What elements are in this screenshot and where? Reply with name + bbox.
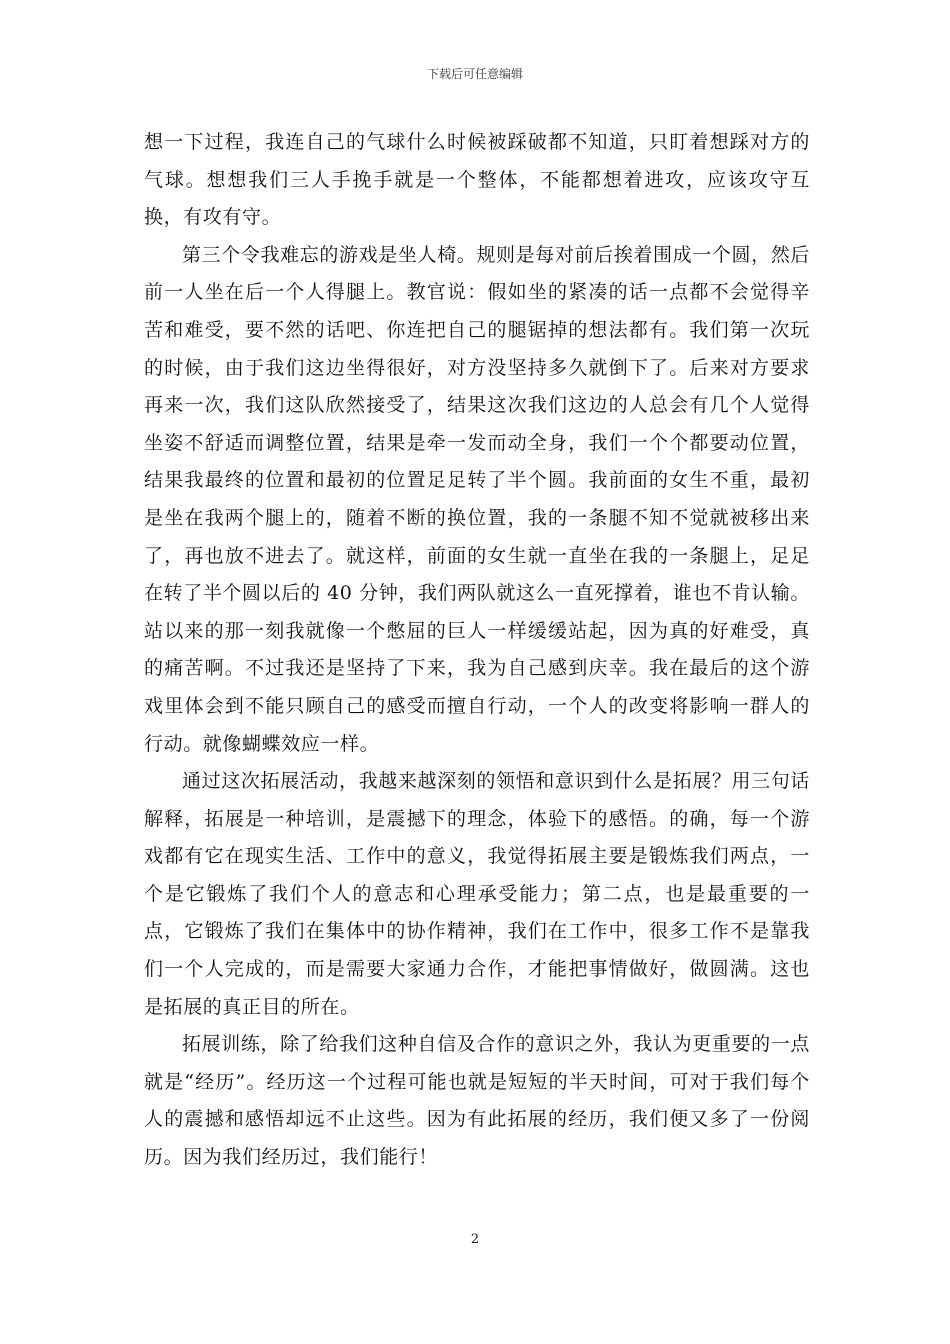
document-body bbox=[144, 124, 810, 1177]
page-header: 下载后可任意编辑 bbox=[426, 67, 523, 81]
paragraph-continuation: 想一下过程，我连自己的气球什么时候被踩破都不知道，只盯着想踩对方的气球。想想我们三人手挽手就是一个整体，不能都想着进攻，应该攻守互换，有攻有守。 bbox=[144, 131, 810, 229]
paragraph-expansion-meaning: 通过这次拓展活动，我越来越深刻的领悟和意识到什么是拓展？用三句话解释，拓展是一种培训，是震撼下的理念，体验下的感悟。的确，每一个游戏都有它在现实生活、工作中的意义，我觉得拓展主要是锻炼我们两点，一个是它锻炼了我们个人的意志和心理承受能力；第二点，也是最重要的一点，它锻炼了我们在集体中的协作精神，我们在工作中，很多工作不是靠我们一个人完成的，而是需要大家通力合作，才能把事情做好，做圆满。这也是拓展的真正目的所在。 bbox=[144, 770, 810, 1018]
paragraph-chair-game: 第三个令我难忘的游戏是坐人椅。规则是每对前后挨着围成一个圆，然后前一人坐在后一个人得腿上。教官说：假如坐的紧凑的话一点都不会觉得辛苦和难受，要不然的话吧、你连把自己的腿锯掉的想法都有。我们第一次玩的时候，由于我们这边坐得很好，对方没坚持多久就倒下了。后来对方要求再来一次，我们这队欣然接受了，结果这次我们这边的人总会有几个人觉得坐姿不舒适而调整位置，结果是牵一发而动全身，我们一个个都要动位置，结果我最终的位置和最初的位置足足转了半个圆。我前面的女生不重，最初是坐在我两个腿上的，随着不断的换位置，我的一条腿不知不觉就被移出来了，再也放不进去了。就这样，前面的女生就一直坐在我的一条腿上，足足在转了半个圆以后的 40 分钟，我们两队就这么一直死撑着，谁也不肯认输。站以来的那一刻我就像一个憋屈的巨人一样缓缓站起，因为真的好难受，真的痛苦啊。不过我还是坚持了下来，我为自己感到庆幸。我在最后的这个游戏里体会到不能只顾自己的感受而擅自行动，一个人的改变将影响一群人的行动。就像蝴蝶效应一样。 bbox=[144, 243, 810, 755]
page-number: 2 bbox=[470, 1232, 480, 1247]
paragraph-experience: 拓展训练，除了给我们这种自信及合作的意识之外，我认为更重要的一点就是“经历”。经历这一个过程可能也就是短短的半天时间，可对于我们每个人的震撼和感悟却远不止这些。因为有此拓展的经历，我们便又多了一份阅历。因为我们经历过，我们能行！ bbox=[144, 1033, 810, 1169]
